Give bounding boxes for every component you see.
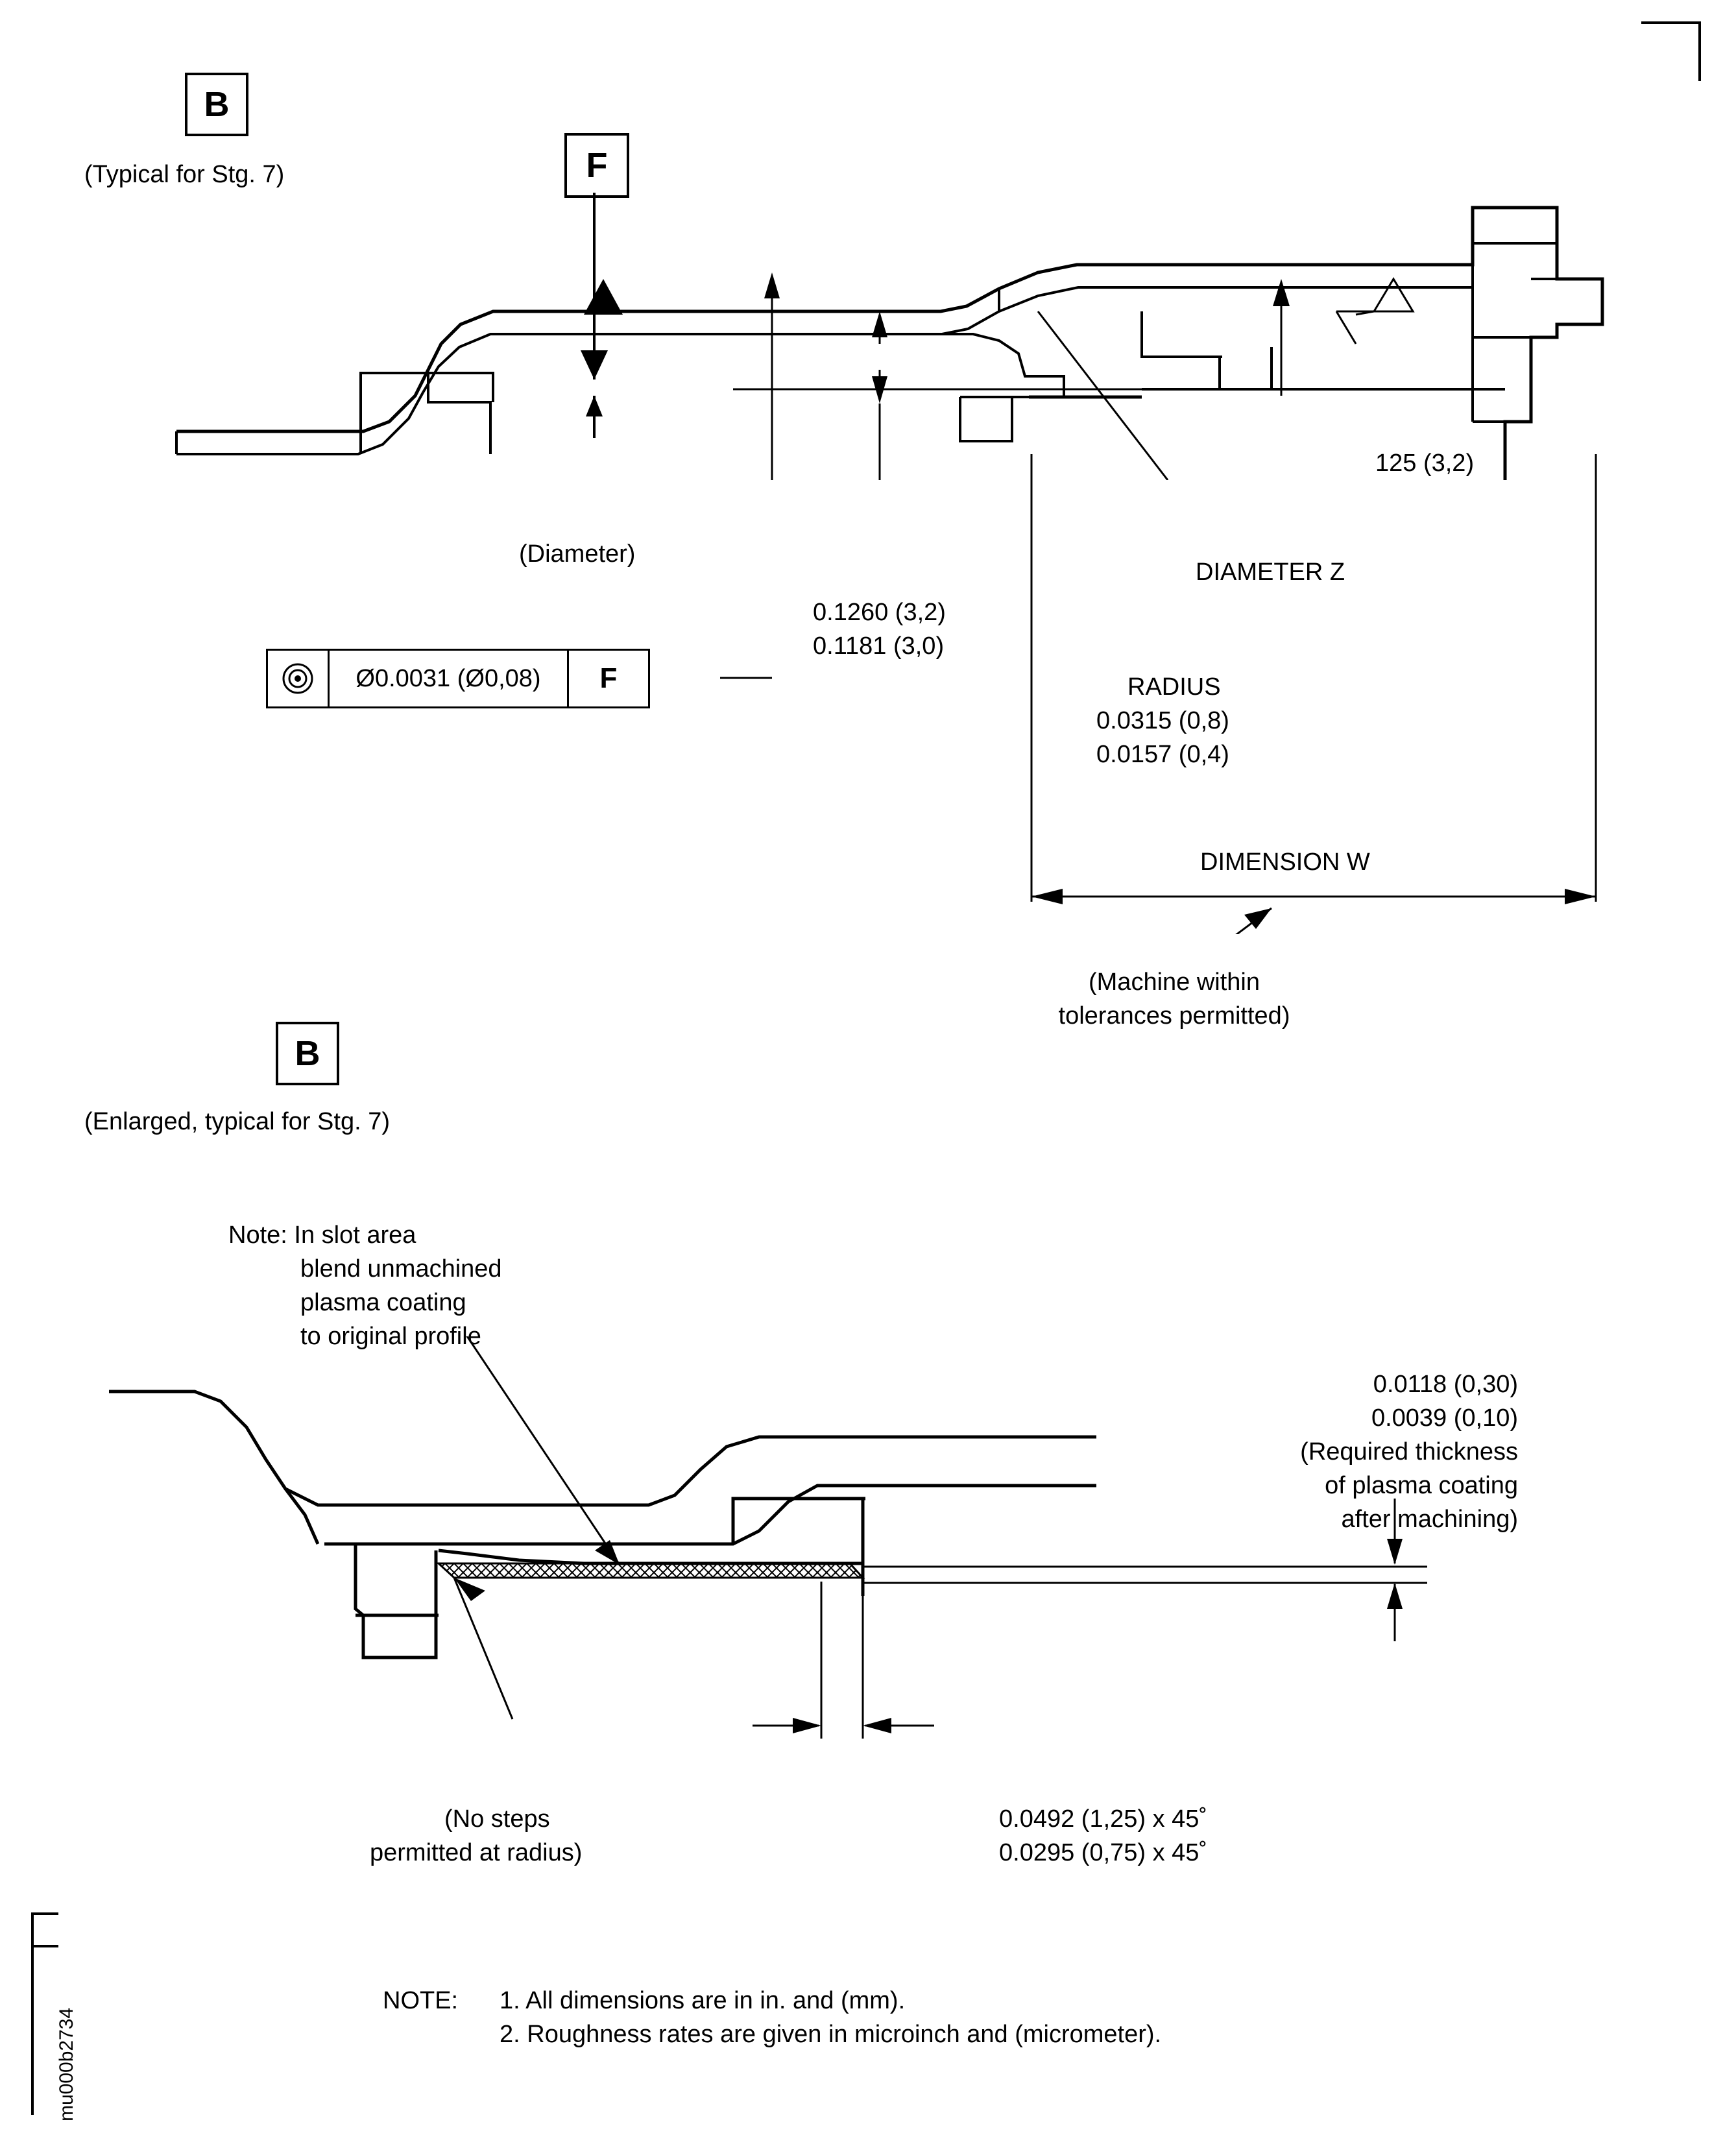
label-chamfer-lower: 0.0295 (0,75) x 45˚ (999, 1839, 1208, 1866)
note-slot-area-line3: plasma coating (300, 1289, 466, 1316)
notes-item-2: 2. Roughness rates are given in microinch and (micrometer). (500, 2021, 1162, 2048)
note-slot-area-line2: blend unmachined (300, 1255, 502, 1283)
dimension-w-geometry (999, 454, 1622, 934)
feature-control-frame (266, 649, 650, 708)
label-diameter-z: DIAMETER Z (1196, 559, 1345, 586)
sheet-code: mu000b2734 (56, 2007, 77, 2121)
label-coating-line4: of plasma coating (1325, 1472, 1518, 1499)
caption-typical-stage7: (Typical for Stg. 7) (84, 161, 285, 188)
label-thickness-upper: 0.1260 (3,2) (813, 599, 946, 626)
label-coating-line2: 0.0039 (0,10) (1371, 1404, 1518, 1432)
fcf-tolerance-value: Ø0.0031 (Ø0,08) (330, 651, 569, 706)
concentricity-symbol (268, 651, 330, 706)
label-radius-upper: 0.0315 (0,8) (1096, 707, 1229, 734)
note-slot-area-line1: Note: In slot area (228, 1222, 416, 1249)
notes-item-1: 1. All dimensions are in in. and (mm). (500, 1987, 906, 2014)
label-thickness-lower: 0.1181 (3,0) (813, 633, 945, 660)
label-radius-title: RADIUS (1127, 673, 1221, 701)
datum-letter: B (204, 85, 230, 124)
label-diameter: (Diameter) (519, 540, 636, 568)
fcf-leader (720, 636, 863, 707)
datum-box-b-enlarged (276, 1022, 339, 1085)
label-coating-line3: (Required thickness (1300, 1438, 1518, 1465)
datum-letter-enlarged: B (295, 1034, 320, 1073)
label-chamfer-upper: 0.0492 (1,25) x 45˚ (999, 1805, 1208, 1833)
label-roughness-125: 125 (3,2) (1375, 450, 1475, 477)
label-machine-note-line2: tolerances permitted) (1058, 1002, 1290, 1030)
view-b-typical-geometry (0, 117, 1736, 480)
label-machine-note-line1: (Machine within (1089, 969, 1260, 996)
crop-mark-top-right (1641, 19, 1719, 84)
notes-heading: NOTE: (383, 1987, 459, 2014)
label-coating-line1: 0.0118 (0,30) (1373, 1371, 1518, 1398)
label-radius-lower: 0.0157 (0,4) (1096, 741, 1229, 768)
fcf-datum-reference: F (599, 662, 618, 694)
section-letter-f: F (586, 146, 608, 185)
note-slot-area-line4: to original profile (300, 1323, 481, 1350)
label-no-steps-line2: permitted at radius) (370, 1839, 583, 1866)
caption-enlarged-stage7: (Enlarged, typical for Stg. 7) (84, 1108, 390, 1135)
label-no-steps-line1: (No steps (444, 1805, 550, 1833)
label-coating-line5: after machining) (1341, 1506, 1518, 1533)
label-dimension-w: DIMENSION W (1200, 849, 1370, 876)
